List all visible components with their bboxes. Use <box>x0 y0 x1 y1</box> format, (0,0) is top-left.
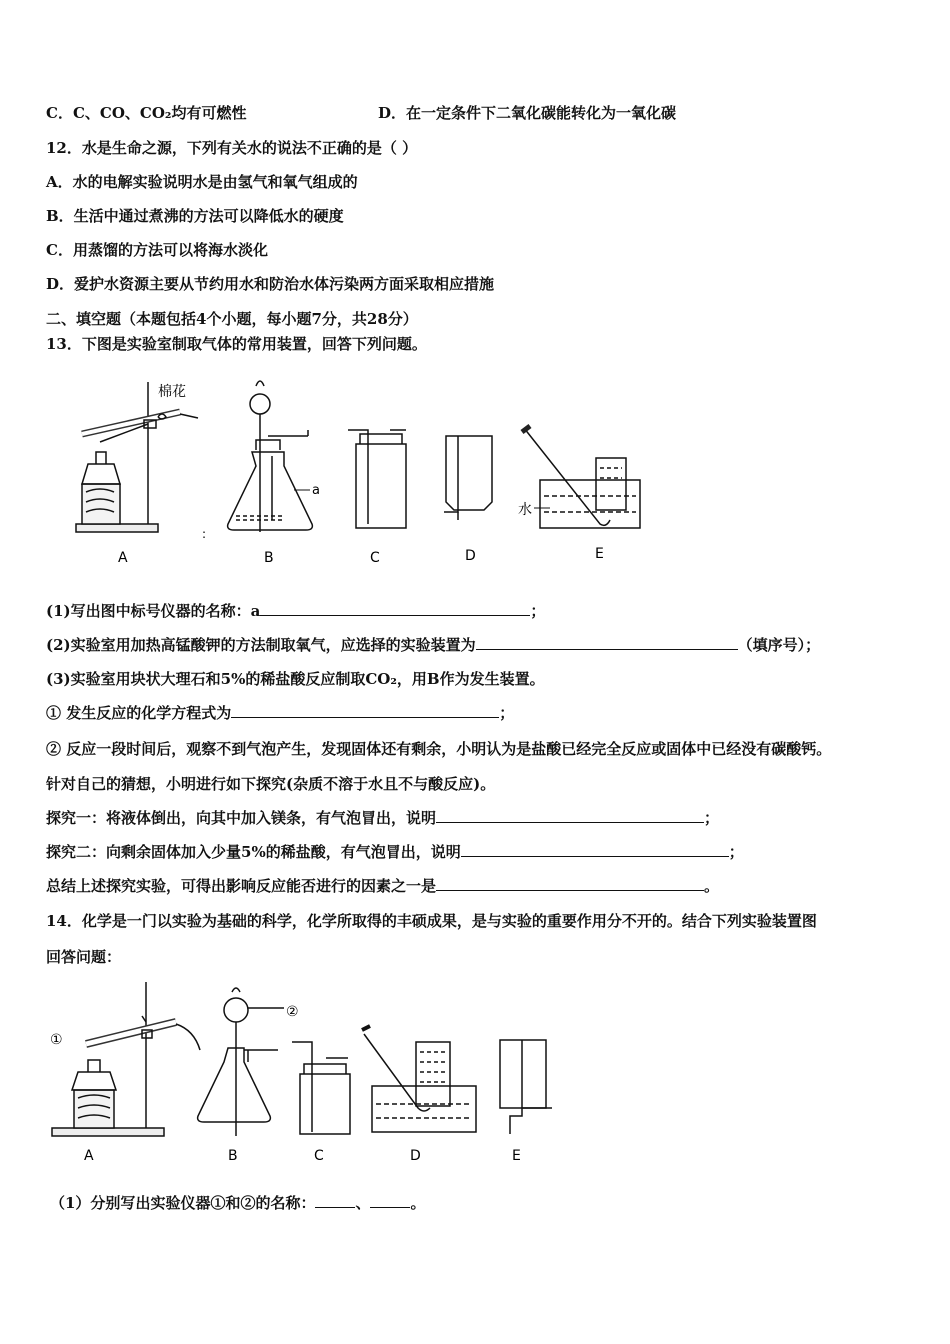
fig2-apparatus-b <box>198 988 284 1136</box>
question-14: 14．化学是一门以实验为基础的科学，化学所取得的丰硕成果，是与实验的重要作用分不开的。结合下列实验装置图 <box>46 912 817 930</box>
q13-3-1-end: ； <box>499 704 515 722</box>
apparatus-c <box>348 430 406 528</box>
section-2-heading: 二、填空题（本题包括4个小题，每小题7分，共28分） <box>46 310 418 328</box>
q13-e1-text: 探究一：将液体倒出，向其中加入镁条，有气泡冒出，说明 <box>46 809 437 827</box>
q13-summary <box>46 875 719 896</box>
q13-sum-end: 。 <box>704 877 720 895</box>
question-14-cont: 回答问题： <box>46 948 122 966</box>
q14-1-end: 。 <box>410 1194 426 1212</box>
option-c: C．C、CO、CO₂均有可燃性 <box>46 104 247 122</box>
fig2-apparatus-c <box>292 1042 350 1134</box>
q13-e2-text: 探究二：向剩余固体加入少量5%的稀盐酸，有气泡冒出，说明 <box>46 843 461 861</box>
option-d-line <box>378 102 676 123</box>
fig2-label-b: B <box>228 1148 238 1164</box>
q14-1-text: （1）分别写出实验仪器①和②的名称： <box>50 1194 316 1212</box>
q13-2-blank[interactable] <box>476 635 738 650</box>
fig2-label-c: C <box>314 1148 324 1164</box>
fig2-apparatus-a <box>52 982 200 1136</box>
q13-3-1-text: ① 发生反应的化学方程式为 <box>46 704 232 722</box>
q13-2-end: （填序号）； <box>737 636 821 654</box>
fig2-label-e: E <box>512 1148 521 1164</box>
fig2-label-d: D <box>410 1148 421 1164</box>
apparatus-e <box>522 426 640 528</box>
figure-13-apparatus <box>60 372 660 572</box>
figure-14-apparatus <box>46 978 576 1168</box>
fig1-water-label: 水 <box>518 502 532 518</box>
q14-1-blank-2[interactable] <box>370 1193 410 1208</box>
q14-part-1 <box>50 1192 425 1213</box>
q13-1-end: ； <box>530 602 546 620</box>
q13-part-2 <box>46 634 820 655</box>
q13-e2-end: ； <box>728 843 744 861</box>
q13-3-1-blank[interactable] <box>231 703 499 718</box>
fig1-label-c: C <box>370 550 380 566</box>
q13-e1-end: ； <box>704 809 720 827</box>
fig1-colon: : <box>202 527 207 541</box>
fig1-label-a: A <box>118 550 128 566</box>
fig1-label-d: D <box>465 548 476 564</box>
option-c-line <box>46 102 246 123</box>
q12-option-c: C．用蒸馏的方法可以将海水淡化 <box>46 241 268 259</box>
fig1-cotton-label: 棉花 <box>158 384 186 400</box>
q13-part-3: (3)实验室用块状大理石和5%的稀盐酸反应制取CO₂，用B作为发生装置。 <box>46 670 545 688</box>
q13-sum-blank[interactable] <box>436 876 704 891</box>
fig2-apparatus-d <box>362 1026 476 1132</box>
q13-explore-1 <box>46 807 719 828</box>
q12-option-a: A．水的电解实验说明水是由氢气和氧气组成的 <box>46 173 358 191</box>
q13-explore-2 <box>46 841 744 862</box>
q14-1-sep: 、 <box>355 1194 371 1212</box>
q14-1-blank-1[interactable] <box>315 1193 355 1208</box>
fig1-label-e: E <box>595 546 604 562</box>
apparatus-b <box>228 381 313 532</box>
fig2-label-a: A <box>84 1148 94 1164</box>
q12-option-b: B．生活中通过煮沸的方法可以降低水的硬度 <box>46 207 344 225</box>
q13-3-1 <box>46 702 514 723</box>
q12-option-d: D．爱护水资源主要从节约用水和防治水体污染两方面采取相应措施 <box>46 275 495 293</box>
q13-e2-blank[interactable] <box>461 842 729 857</box>
q13-guess: 针对自己的猜想，小明进行如下探究(杂质不溶于水且不与酸反应)。 <box>46 775 496 793</box>
question-12: 12．水是生命之源，下列有关水的说法不正确的是（ ） <box>46 139 418 157</box>
q13-sum-text: 总结上述探究实验，可得出影响反应能否进行的因素之一是 <box>46 877 437 895</box>
fig2-mark-2: ② <box>286 1004 299 1020</box>
fig2-mark-1: ① <box>50 1032 63 1048</box>
question-13: 13．下图是实验室制取气体的常用装置，回答下列问题。 <box>46 335 427 353</box>
q13-e1-blank[interactable] <box>436 808 704 823</box>
apparatus-d <box>444 436 492 520</box>
q13-1-blank[interactable] <box>260 601 530 616</box>
fig2-apparatus-e <box>500 1040 552 1134</box>
q13-3-2: ② 反应一段时间后，观察不到气泡产生，发现固体还有剩余，小明认为是盐酸已经完全反应或固体中已经没有碳酸钙。 <box>46 740 832 758</box>
option-d: D．在一定条件下二氧化碳能转化为一氧化碳 <box>378 104 677 122</box>
fig1-a-label: a <box>312 483 320 498</box>
q13-1-text: (1)写出图中标号仪器的名称：a <box>46 602 261 620</box>
apparatus-a <box>76 382 198 532</box>
q13-part-1 <box>46 600 545 621</box>
fig1-label-b: B <box>264 550 274 566</box>
q13-2-text: (2)实验室用加热高锰酸钾的方法制取氧气，应选择的实验装置为 <box>46 636 476 654</box>
